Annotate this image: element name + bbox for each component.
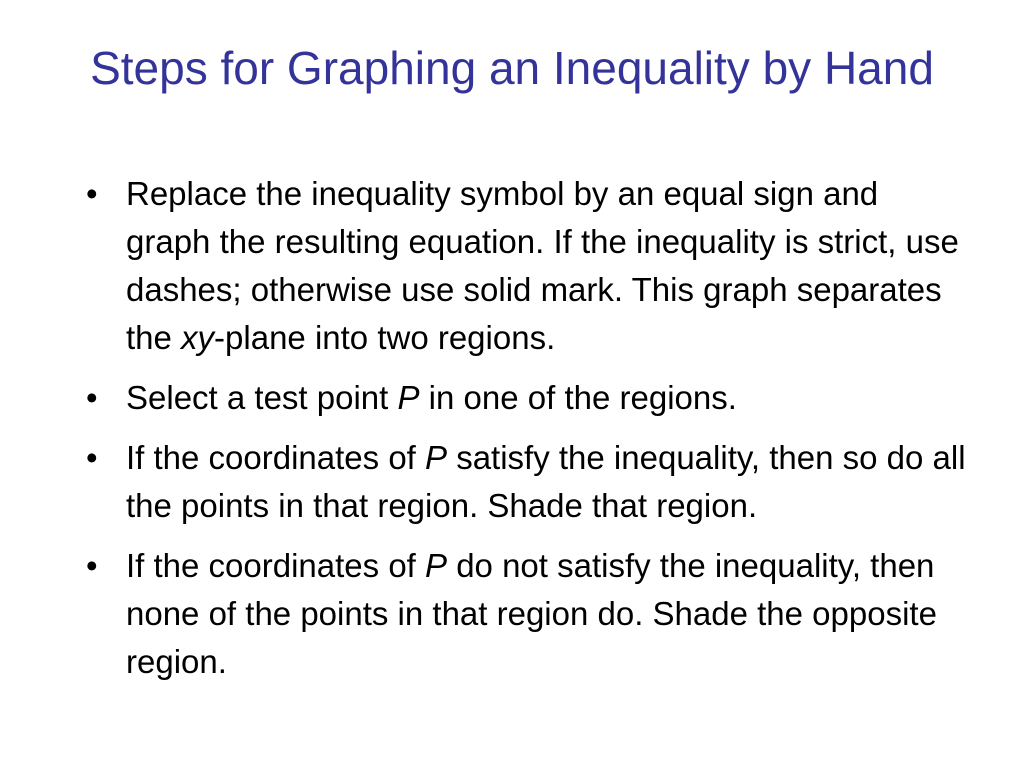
bullet-icon: • bbox=[86, 439, 98, 476]
bullet-text-emphasis: P bbox=[425, 439, 448, 476]
bullet-icon: • bbox=[86, 379, 98, 416]
bullet-text-pre: If the coordinates of bbox=[126, 547, 426, 584]
bullet-text-pre: If the coordinates of bbox=[126, 439, 426, 476]
bullet-text-emphasis: xy bbox=[181, 319, 215, 356]
bullet-item bbox=[86, 170, 966, 362]
bullet-text-emphasis: P bbox=[425, 547, 448, 584]
bullet-text-pre: Select a test point bbox=[126, 379, 398, 416]
bullet-text-emphasis: P bbox=[397, 379, 420, 416]
bullet-text-pre: Replace the inequality symbol by an equal sign and graph the resulting equation. If the inequality is strict, use dashes; otherwise use solid mark. This graph separates the bbox=[126, 175, 959, 356]
bullet-text-post: do not satisfy the inequality, then none of the points in that region do. Shade the opposite region. bbox=[126, 547, 937, 680]
slide-title: Steps for Graphing an Inequality by Hand bbox=[90, 42, 934, 94]
bullet-item bbox=[86, 434, 966, 530]
bullet-icon: • bbox=[86, 175, 98, 212]
bullet-icon: • bbox=[86, 547, 98, 584]
bullet-item bbox=[86, 374, 966, 422]
bullet-item bbox=[86, 542, 966, 686]
bullet-text-post: in one of the regions. bbox=[419, 379, 737, 416]
bullet-list bbox=[86, 170, 966, 698]
bullet-text-post: -plane into two regions. bbox=[214, 319, 556, 356]
bullet-text-post: satisfy the inequality, then so do all the points in that region. Shade that region. bbox=[126, 439, 966, 524]
